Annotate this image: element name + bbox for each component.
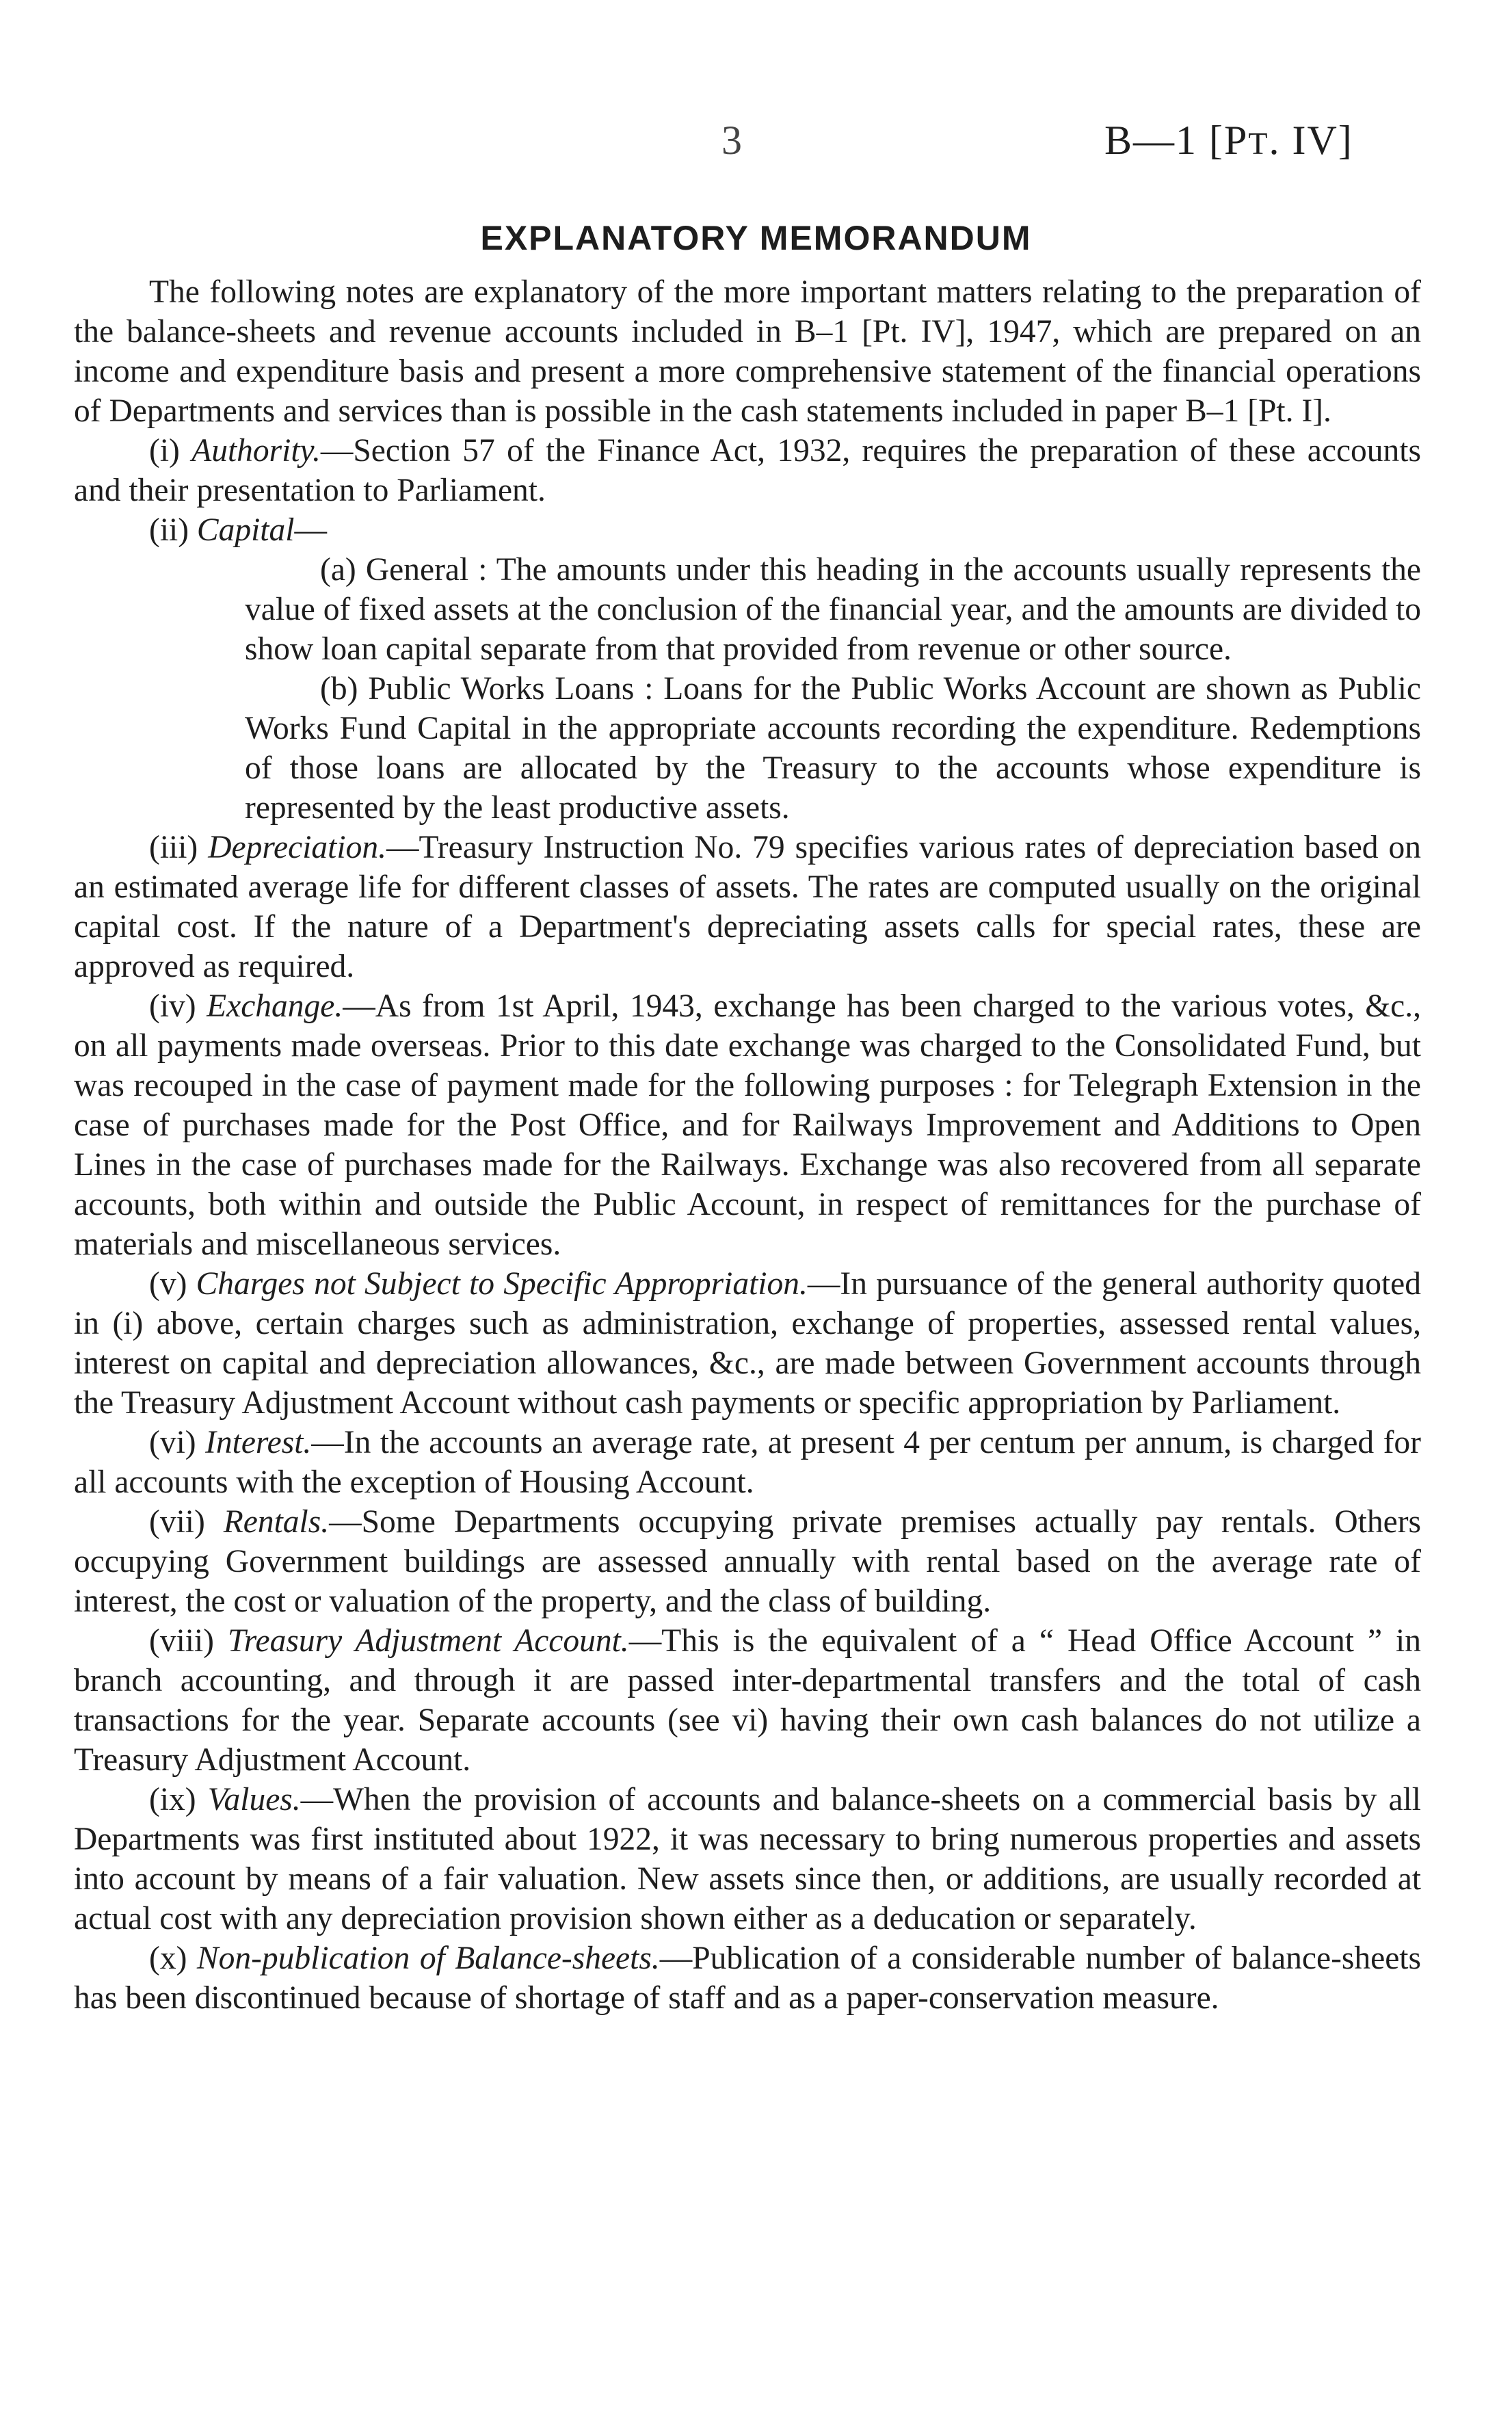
item-number: (iii) [149,830,198,865]
item-treasury-adjustment-account [74,1621,1421,1780]
intro-paragraph: The following notes are explanatory of the more important matters relating to the preparation of the balance-sheets and revenue accounts included in B–1 [Pt. IV], 1947, which are prepared on an income and expenditure basis and present a more comprehensive statement of the financial operations of Departments and services than is possible in the cash statements included in paper B–1 [Pt. I]. [74,274,1421,429]
item-text: —Some Departments occupying private premises actually pay rentals. Others occupying Government buildings are assessed annually with rental based on the average rate of interest, the cost or valuation of the property, and the class of building. [74,1504,1421,1619]
item-text: — [294,512,327,548]
page-header [0,113,1512,168]
item-title: Rentals. [223,1504,330,1540]
subitem-number: (b) [320,671,358,707]
subitem-text: General : The amounts under this heading in the accounts usually represents the value of fixed assets at the conclusion of the financial year, and the amounts are divided to show loan capital separate from that provided from revenue or other source. [245,552,1422,667]
item-values [74,1780,1421,1939]
item-number: (viii) [149,1623,214,1659]
paper-ref-part-smallcaps: T [1248,126,1269,161]
item-title: Authority. [191,433,321,469]
page-number: 3 [721,118,742,163]
subitem-public-works-loans [245,669,1421,828]
item-text: —This is the equivalent of a “ Head Office Account ” in branch accounting, and through it are passed inter-departmental transfers and the total of cash transactions for the year. Separate accounts (see vi) having their own cash balances do not utilize a Treasury Adjustment Account. [74,1623,1422,1778]
item-text: —When the provision of accounts and balance-sheets on a commercial basis by all Departments was first instituted about 1922, it was necessary to bring numerous properties and assets into account by means of a fair valuation. New assets since then, or additions, are usually recorded at actual cost with any depreciation provision shown either as a deducation or separately. [74,1782,1422,1936]
item-text: —Publication of a considerable number of balance-sheets has been discontinued because of shortage of staff and as a paper-conservation measure. [74,1941,1421,2016]
item-title: Charges not Subject to Specific Appropriation. [196,1266,808,1302]
item-title: Interest. [205,1425,312,1460]
item-number: (ii) [149,512,189,548]
item-text: —In the accounts an average rate, at present 4 per centum per annum, is charged for all accounts with the exception of Housing Account. [74,1425,1421,1500]
paper-ref-main: B—1 [ [1104,118,1224,163]
item-number: (i) [149,433,180,469]
item-capital [74,510,1421,550]
item-number: (vii) [149,1504,205,1540]
item-title: Exchange. [207,988,343,1024]
item-text: —In pursuance of the general authority quoted in (i) above, certain charges such as administration, exchange of properties, assessed rental values, interest on capital and depreciation allowances, &c., are made between Government accounts through the Treasury Adjustment Account without cash payments or specific appropriation by Parliament. [74,1266,1421,1421]
paper-ref-part-prefix: P [1224,118,1249,163]
item-title: Depreciation. [208,830,386,865]
item-rentals [74,1502,1421,1621]
item-text: —Treasury Instruction No. 79 specifies various rates of depreciation based on an estimated average life for different classes of assets. The rates are computed usually on the original capital cost. If the nature of a Department's depreciating assets calls for special rates, these are approved as required. [74,830,1422,984]
item-title: Non-publication of Balance-sheets. [196,1941,660,1976]
memorandum-body [74,272,1421,2018]
item-title: Treasury Adjustment Account. [228,1623,629,1659]
subitem-number: (a) [320,552,356,588]
item-title: Values. [207,1782,301,1817]
item-non-publication [74,1939,1421,2018]
item-title: Capital [196,512,295,548]
item-number: (ix) [149,1782,196,1817]
document-title: EXPLANATORY MEMORANDUM [480,219,1032,257]
item-interest [74,1423,1421,1502]
item-number: (v) [149,1266,187,1302]
item-authority [74,431,1421,510]
paper-ref-tail: . IV] [1269,118,1353,163]
item-charges-not-subject [74,1264,1421,1423]
subitem-general [245,550,1421,669]
item-number: (iv) [149,988,196,1024]
paper-reference [1104,113,1353,171]
subitem-text: Public Works Loans : Loans for the Public Works Account are shown as Public Works Fund Capital in the appropriate accounts recording the expenditure. Redemptions of those loans are allocated by the Treasury to the accounts whose expenditure is represented by the least productive assets. [245,671,1421,826]
item-number: (x) [149,1941,187,1976]
item-text: —Section 57 of the Finance Act, 1932, requires the preparation of these accounts and their presentation to Parliament. [74,433,1421,508]
item-text: —As from 1st April, 1943, exchange has been charged to the various votes, &c., on all payments made overseas. Prior to this date exchange was charged to the Consolidated Fund, but was recouped in the case of payment made for the following purposes : for Telegraph Extension in the case of purchases made for the Post Office, and for Railways Improvement and Additions to Open Lines in the case of purchases made for the Railways. Exchange was also recovered from all separate accounts, both within and outside the Public Account, in respect of remittances for the purchase of materials and miscellaneous services. [74,988,1422,1262]
item-number: (vi) [149,1425,196,1460]
item-depreciation [74,828,1421,986]
item-exchange [74,986,1421,1264]
